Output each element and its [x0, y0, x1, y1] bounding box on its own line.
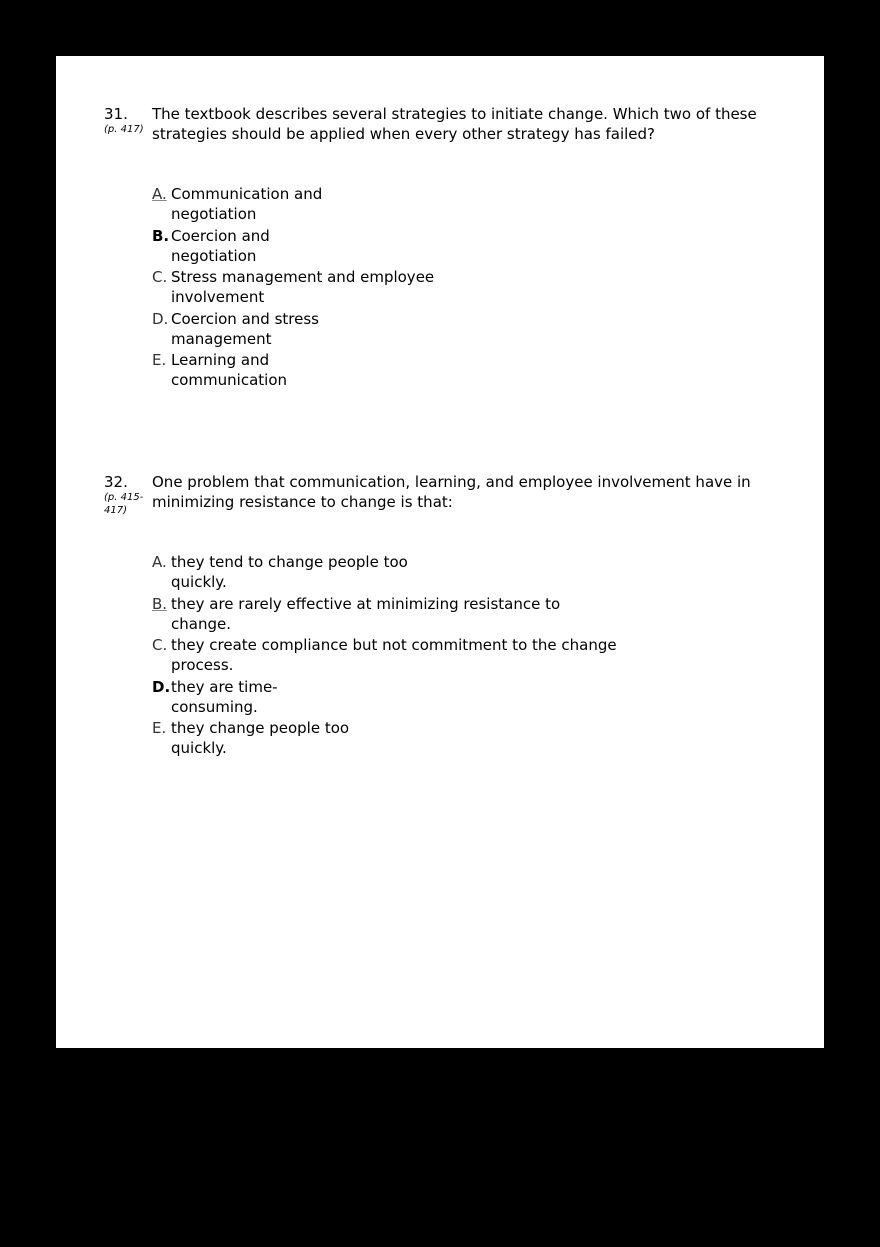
option-d [152, 309, 434, 349]
option-e [152, 718, 617, 758]
option-text: they create compliance but not commitment to the change [171, 636, 617, 654]
option-text: Communication and [171, 185, 323, 203]
question-number: 32. [104, 473, 128, 491]
option-text: change. [171, 614, 231, 633]
page-reference: (p. 415-417) [104, 492, 144, 516]
option-letter: A. [152, 553, 167, 571]
option-b [152, 594, 617, 634]
option-text: negotiation [171, 205, 257, 223]
option-text: process. [171, 656, 234, 674]
stem-line: minimizing resistance to change is that: [152, 493, 453, 511]
question-stem [152, 472, 772, 512]
option-letter: D. [152, 309, 169, 328]
option-text: they change people too [171, 719, 350, 737]
option-text: Stress management and employee [171, 268, 435, 286]
option-letter: D. [152, 677, 171, 696]
option-letter: A. [152, 185, 167, 203]
option-letter: C. [152, 268, 168, 286]
option-text: communication [171, 371, 288, 389]
option-b [152, 226, 434, 266]
page-reference: (p. 417) [104, 124, 144, 135]
option-letter: E. [152, 351, 167, 369]
option-letter: E. [152, 719, 167, 737]
option-a [152, 552, 617, 592]
option-text: they tend to change people too [171, 553, 408, 571]
option-letter: C. [152, 636, 168, 654]
option-letter: B. [152, 226, 170, 245]
options-list [152, 552, 617, 760]
question-number: 31. [104, 105, 128, 123]
option-text: they are time- [171, 677, 278, 696]
option-text: Learning and [171, 351, 270, 369]
option-text: they are rarely effective at minimizing resistance to [171, 594, 561, 613]
stem-line: strategies should be applied when every other strategy has failed? [152, 125, 656, 143]
stem-line: One problem that communication, learning, and employee involvement have in [152, 473, 751, 491]
question-stem [152, 104, 772, 144]
option-c [152, 267, 434, 307]
option-a [152, 184, 434, 224]
option-text: Coercion and [171, 226, 270, 245]
option-text: consuming. [171, 697, 258, 716]
option-d [152, 677, 617, 717]
document-page [56, 56, 824, 1048]
option-text: negotiation [171, 246, 257, 265]
option-text: Coercion and stress [171, 309, 319, 328]
option-text: involvement [171, 288, 265, 306]
options-list [152, 184, 434, 392]
option-text: quickly. [171, 573, 227, 591]
option-text: management [171, 329, 272, 348]
option-e [152, 350, 434, 390]
option-c [152, 635, 617, 675]
option-letter: B. [152, 594, 168, 613]
option-text: quickly. [171, 739, 227, 757]
stem-line: The textbook describes several strategies to initiate change. Which two of these [152, 105, 757, 123]
